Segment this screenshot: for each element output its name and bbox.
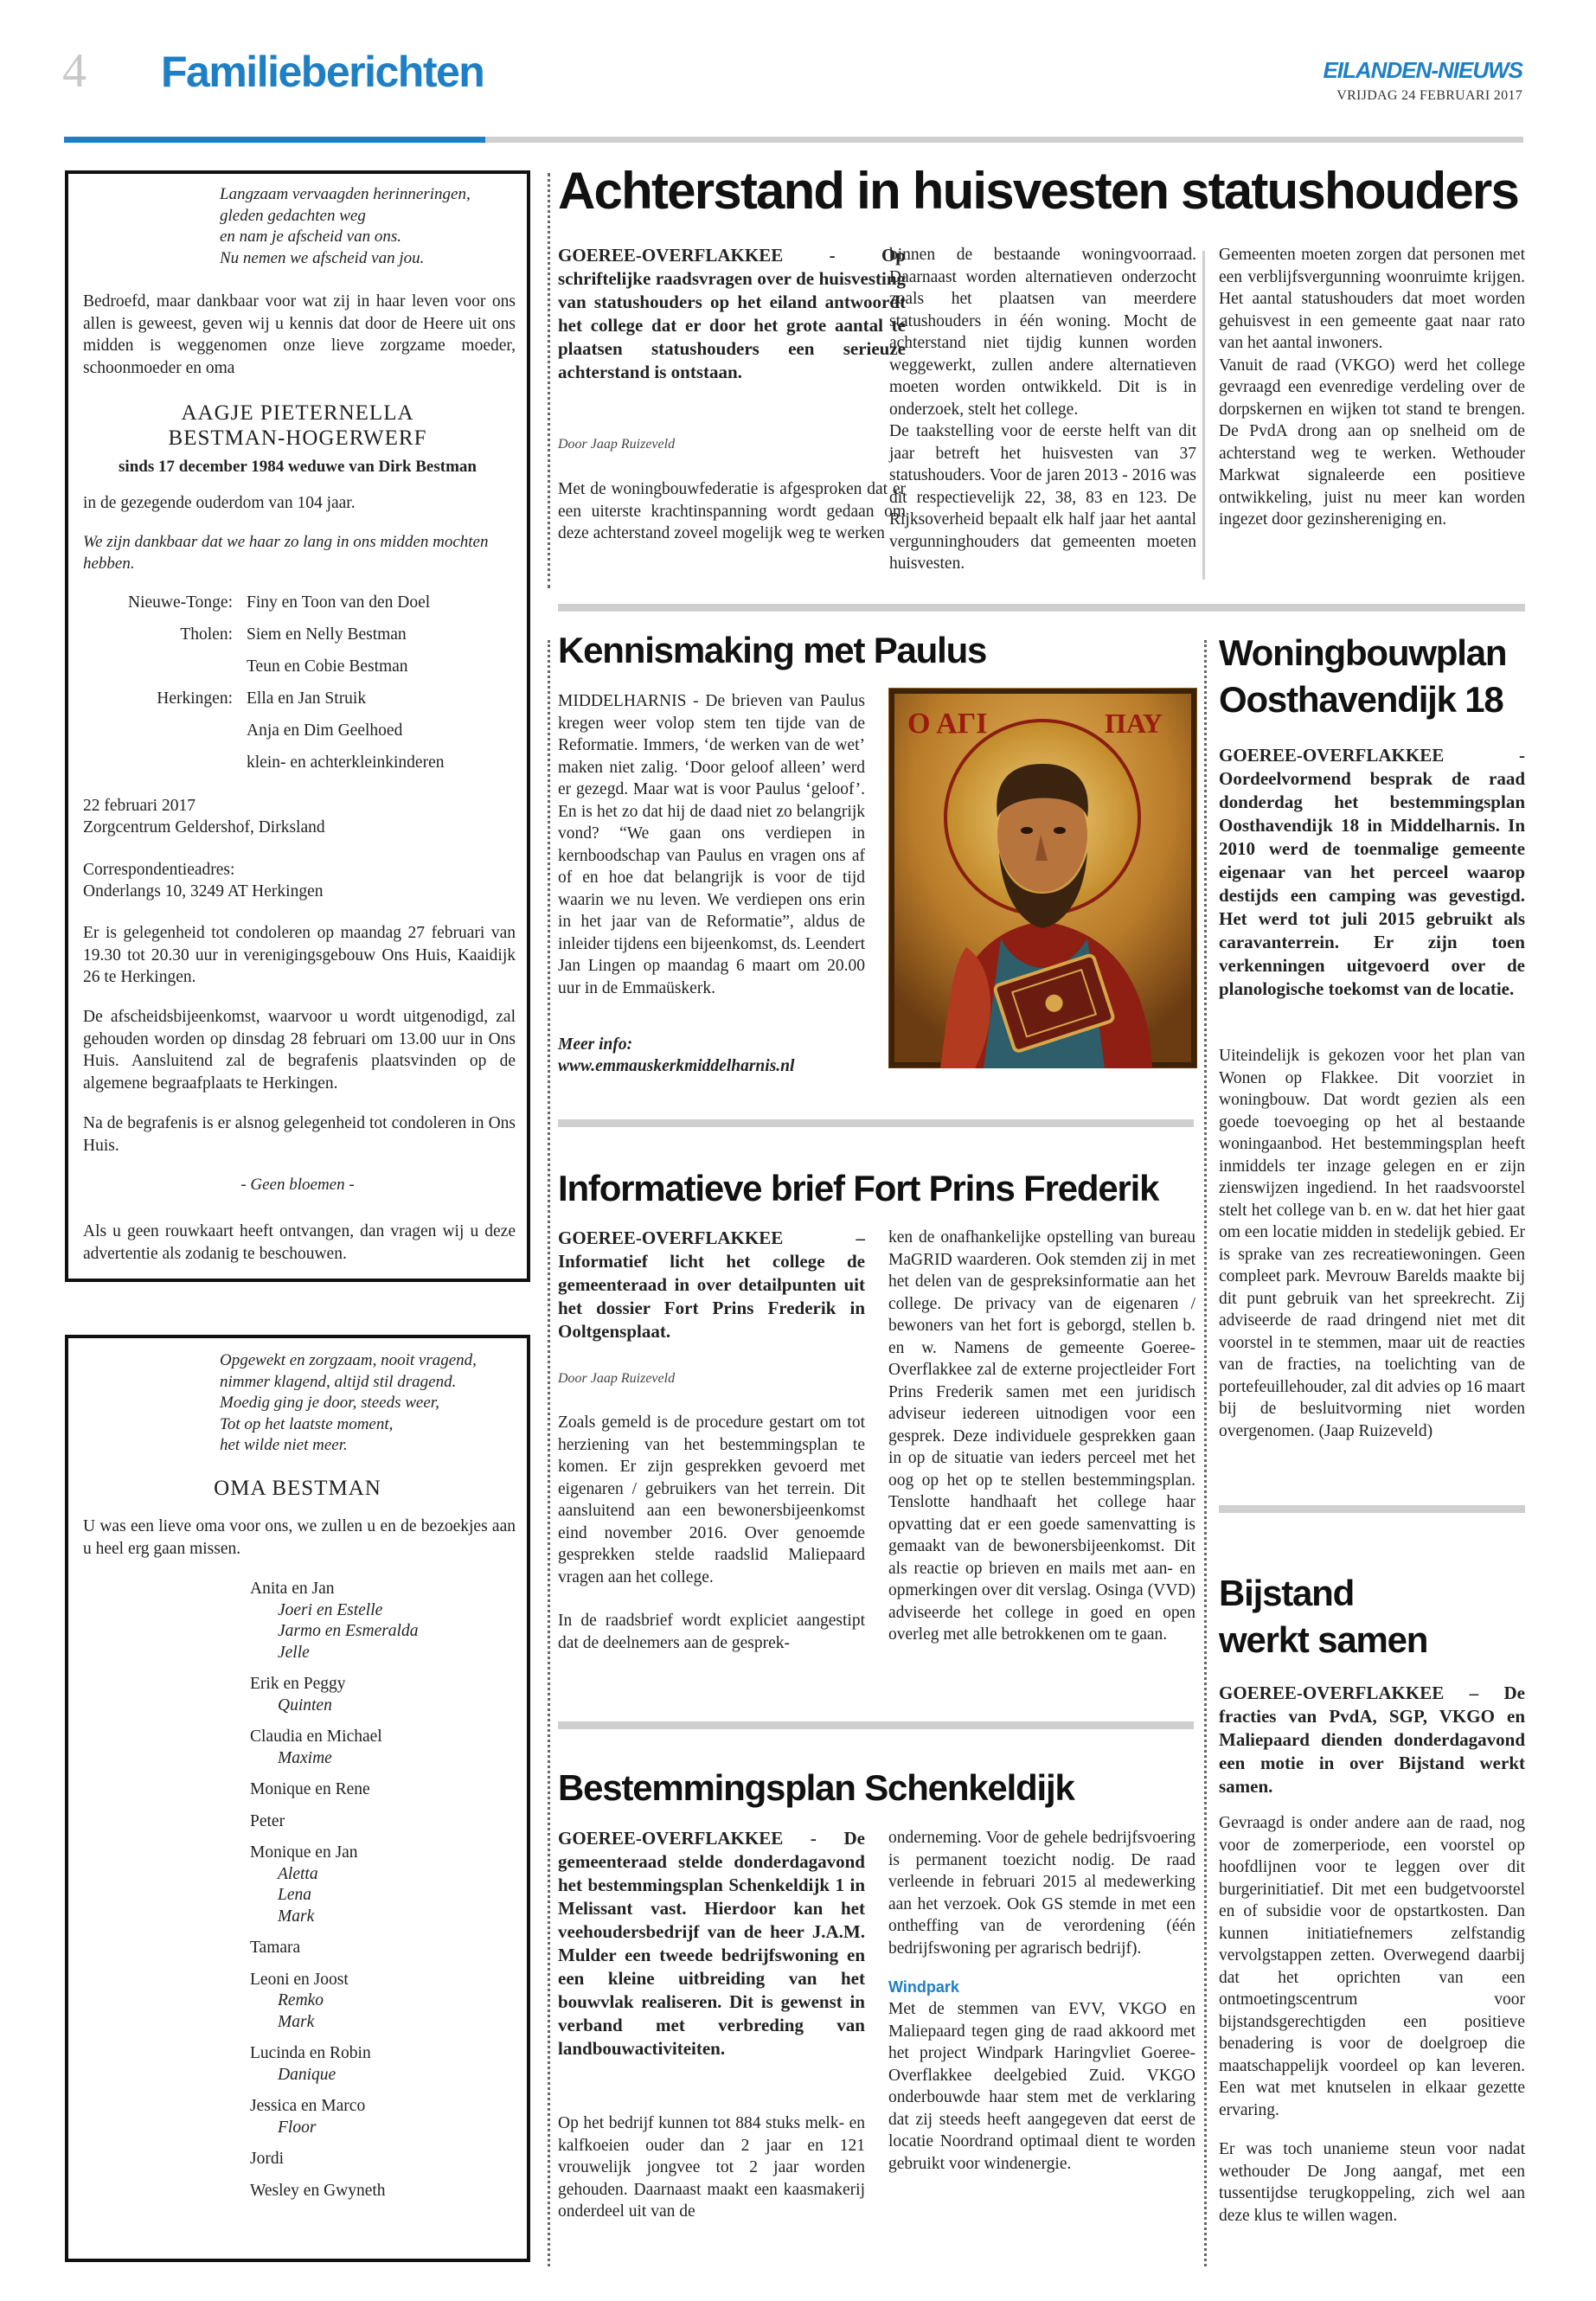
family-place xyxy=(68,657,247,689)
family-group xyxy=(250,2096,527,2138)
header-rule-grey xyxy=(485,137,1523,143)
deceased-name-line1: AAGJE PIETERNELLA xyxy=(181,401,414,425)
family-child: Maxime xyxy=(278,1748,332,1767)
fort-byline: Door Jaap Ruizeveld xyxy=(558,1371,676,1386)
woningbouw-body: Uiteindelijk is gekozen voor het plan van Wonen op Flakkee. Dit voorziet in woningbouw. Dat wordt gezien als een goede toevoeging op het al bestaande woningaanbod. Het bestemmingsplan heeft inmiddels ter inzage gelegen en er zijn zienswijzen ingediend. In het raadsvoorstel stelt het college van b. en w. dat het hier gaat om een locatie midden in stedelijk gebied. Er is sprake van zes recreatiewoningen. Geen compleet park. Mevrouw Barelds maakte bij dit punt gebruik van het spreekrecht. Zij adviseerde de raad dringend niet met dit voorstel in te stemmen, maar uit de reacties van de fracties, na toelichting van de portefeuillehouder, zal dit advies op 16 maart bij de besluitvorming niet worden overgenomen. (Jaap Ruizeveld) xyxy=(1219,1047,1525,1440)
more-info-label: Meer info: xyxy=(558,1035,633,1054)
family-group xyxy=(250,1579,527,1663)
poem-line: en nam je afscheid van ons. xyxy=(220,228,402,246)
article-column xyxy=(889,244,1196,575)
icon-inscription-left: Ο ΑΓΙ xyxy=(907,708,988,740)
family-names: klein- en achterkleinkinderen xyxy=(247,753,445,772)
family-child: Aletta xyxy=(278,1864,318,1883)
condolence-info: Er is gelegenheid tot condoleren op maandag 27 februari van 19.30 tot 20.30 uur in verenigingsgebouw Ons Huis, Kaaidijk 26 te Herkingen. xyxy=(83,924,516,986)
header-rule-blue xyxy=(64,137,485,143)
article-column xyxy=(888,1827,1195,2175)
article-body: Met de woningbouwfederatie is afgesproken dat er een uiterste krachtinspanning wordt gedaan om deze achterstand zoveel mogelijk weg te werken xyxy=(558,480,906,542)
article-body: De taakstelling voor de eerste helft van dit jaar betreft het huisvesten van 37 statushouders. Voor de jaren 2013 - 2016 was dit respectievelijk 22, 38, 83 en 123. De Rijksoverheid bepaalt elk half jaar het aantal vergunninghouders dat gemeenten moeten huisvesten. xyxy=(889,422,1196,573)
family-child: Mark xyxy=(278,1907,315,1926)
family-child: Quinten xyxy=(278,1695,332,1715)
family-child: Joeri en Estelle xyxy=(278,1600,383,1619)
obituary-thanks: We zijn dankbaar dat we haar zo lang in ons midden mochten hebben. xyxy=(83,533,489,573)
title-line: werkt samen xyxy=(1219,1619,1428,1660)
article-title-statushouders: Achterstand in huisvesten statushouders xyxy=(558,162,1519,220)
windpark-subhead: Windpark xyxy=(888,1978,959,1996)
family-parents: Jordi xyxy=(250,2150,284,2168)
death-place: Zorgcentrum Geldershof, Dirksland xyxy=(83,818,325,836)
poem-line: Opgewekt en zorgzaam, nooit vragend, xyxy=(220,1351,477,1369)
family-list xyxy=(68,593,527,785)
column-divider xyxy=(548,173,550,588)
article-title-paulus: Kennismaking met Paulus xyxy=(558,630,987,670)
family-child: Jelle xyxy=(278,1643,310,1662)
article-body: Er was toch unanieme steun voor nadat wethouder De Jong aangaf, met een tussentijdse terugkoppeling, zich wel aan deze klus te willen wagen. xyxy=(1219,2140,1525,2225)
oma-name: OMA BESTMAN xyxy=(214,1477,381,1500)
family-parents: Anita en Jan xyxy=(250,1580,335,1598)
family-group xyxy=(250,1727,527,1769)
poem-line: het wilde niet meer. xyxy=(220,1436,348,1454)
oma-text: U was een lieve oma voor ons, we zullen u en de bezoekjes aan u heel erg gaan missen. xyxy=(83,1517,516,1558)
article-body: Zoals gemeld is de procedure gestart om tot herziening van het bestemmingsplan te komen. Er zijn gesprekken gevoerd met eigenaren / gebruikers van het terrein. Dit aansluitend aan een bewonersbijeenkomst eind november 2016. Over genoemde gesprekken stelde raadslid Maliepaard vragen aan het college. xyxy=(558,1413,865,1586)
family-names: Ella en Jan Struik xyxy=(247,689,367,708)
family-parents: Tamara xyxy=(250,1939,301,1957)
article-body: onderneming. Voor de gehele bedrijfsvoering is permanent toezicht nodig. De raad verleende in februari 2015 al medewerking aan het verzoek. Ook GS stemde in met een ontheffing van de verordening (één bedrijfswoning per agrarisch bedrijf). xyxy=(888,1829,1195,1958)
correspondence-label: Correspondentieadres: xyxy=(83,861,235,879)
family-child: Jarmo en Esmeralda xyxy=(278,1622,419,1640)
section-divider xyxy=(558,1119,1194,1127)
family-group xyxy=(250,1811,527,1833)
family-parents: Jessica en Marco xyxy=(250,2097,366,2115)
family-parents: Claudia en Michael xyxy=(250,1727,382,1746)
article-lead: GOEREE-OVERFLAKKEE - Op schriftelijke raadsvragen over de huisvesting van statushouders op het eiland antwoordt het college dat er door het grote aantal te plaatsen statushouders een serieuze achterstand is ontstaan. xyxy=(558,245,906,382)
poem-line: Tot op het laatste moment, xyxy=(220,1414,394,1433)
family-group xyxy=(250,2181,527,2202)
correspondence-value: Onderlangs 10, 3249 AT Herkingen xyxy=(83,882,324,901)
poem-line: Langzaam vervaagden herinneringen, xyxy=(220,185,471,203)
farewell-info: De afscheidsbijeenkomst, waarvoor u wordt uitgenodigd, zal gehouden worden op dinsdag 28 februari om 13.00 uur in Ons Huis. Aansluitend zal de begrafenis plaatsvinden op de algemene begraafplaats te Herkingen. xyxy=(83,1008,516,1093)
family-group xyxy=(250,1674,527,1716)
family-child: Lena xyxy=(278,1886,311,1904)
family-child: Floor xyxy=(278,2118,317,2137)
deceased-name xyxy=(68,401,527,451)
family-names: Anja en Dim Geelhoed xyxy=(247,721,403,740)
poem-line: gleden gedachten weg xyxy=(220,206,366,225)
article-body: Vanuit de raad (VKGO) werd het college gevraagd een evenredige verdeling over de dorpskernen en wijken tot stand te brengen. De PvdA drong aan op snelheid om de achterstand weg te werken. Wethouder Markwat signaleerde een positieve ontwikkeling, juist nu meer kan worden ingezet door gezinshereniging en. xyxy=(1219,356,1525,529)
obituary-aagje-bestman xyxy=(65,170,530,1282)
family-parents: Leoni en Joost xyxy=(250,1970,349,1989)
article-byline: Door Jaap Ruizeveld xyxy=(558,437,676,452)
column-divider xyxy=(1204,640,1207,2266)
section-divider xyxy=(558,604,1525,612)
paulus-icon-image xyxy=(888,688,1197,1068)
schenkeldijk-body: Op het bedrijf kunnen tot 884 stuks melk- en kalfkoeien ouder dan 2 jaar en 121 vrouwelijk jongvee tot 2 jaar worden gehouden. Daarnaast maakt een kaasmakerij onderdeel uit van de xyxy=(558,2114,865,2221)
article-title-fort: Informatieve brief Fort Prins Frederik xyxy=(558,1168,1159,1208)
page-number: 4 xyxy=(62,44,87,98)
family-parents: Monique en Rene xyxy=(250,1780,370,1798)
family-names: Siem en Nelly Bestman xyxy=(247,625,407,644)
family-child: Danique xyxy=(278,2065,337,2084)
article-body: Gemeenten moeten zorgen dat personen met een verblijfsvergunning woonruimte krijgen. Het aantal statushouders dat moet worden gehuisvest in een gemeente gaat naar rato van het aantal inwoners. xyxy=(1219,246,1525,352)
bijstand-lead: GOEREE-OVERFLAKKEE – De fracties van PvdA, SGP, VKGO en Maliepaard dienden donderdagavond een motie in over Bijstand werkt samen. xyxy=(1219,1682,1525,1797)
column-divider-grey xyxy=(1202,251,1205,580)
woningbouw-lead: GOEREE-OVERFLAKKEE - Oordeelvormend besprak de raad donderdag het bestemmingsplan Oosthavendijk 18 in Middelharnis. In 2010 werd de toenmalige gemeente eigenaar van het perceel waarop destijds een camping was gevestigd. Het werd tot juli 2015 gebruikt als caravanterrein. Er zijn toen verkenningen uitgevoerd over de planologische toekomst van de locatie. xyxy=(1219,745,1525,999)
obituary-poem xyxy=(220,1350,522,1457)
obituary-intro: Bedroefd, maar dankbaar voor wat zij in haar leven voor ons allen is geweest, geven wij u kennis dat door de Heere uit ons midden is weggenomen onze lieve zorgzame moeder, schoonmoeder en oma xyxy=(83,292,516,377)
family-parents: Wesley en Gwyneth xyxy=(250,2181,386,2200)
title-line: Bijstand xyxy=(1219,1573,1355,1613)
family-group xyxy=(250,1938,527,1959)
section-divider xyxy=(1219,1505,1525,1513)
poem-line: Moedig ging je door, steeds weer, xyxy=(220,1394,439,1412)
masthead-logo: EILANDEN-NIEUWS xyxy=(1323,57,1522,83)
article-title-bijstand xyxy=(1219,1570,1427,1663)
family-place: Tholen: xyxy=(180,625,233,644)
grandchildren-list xyxy=(250,1579,527,2202)
widow-since: sinds 17 december 1984 weduwe van Dirk Bestman xyxy=(119,458,477,476)
column-divider xyxy=(548,640,550,2266)
title-line: Oosthavendijk 18 xyxy=(1219,679,1503,720)
date-and-place xyxy=(83,795,325,838)
title-line: Woningbouwplan xyxy=(1219,632,1507,673)
paulus-body: MIDDELHARNIS - De brieven van Paulus kregen weer volop stem ten tijde van de Reformatie. Immers, ‘de werken van de wet’ maken niet zalig. ‘Door geloof alleen’ werd er gezegd. Maar wat is voor Paulus ‘geloof’. En is het zo dat hij de daad niet zo belangrijk vond? “We gaan ons verdiepen in kernboodschap van Paulus en vragen ons af of en hoe dat belangrijk is voor de tijd waarin we nu leven. We verdiepen ons erin in het jaar van de Reformatie”, aldus de inleider tijdens een bijeenkomst, ds. Leendert Jan Lingen op maandag 6 maart om 20.00 uur in de Emmaüskerk. xyxy=(558,692,865,997)
paulus-more-info xyxy=(558,1034,794,1077)
family-place xyxy=(68,753,247,785)
family-names: Finy en Toon van den Doel xyxy=(247,593,431,612)
no-card-notice: Als u geen rouwkaart heeft ontvangen, dan vragen wij u deze advertentie als zodanig te beschouwen. xyxy=(83,1222,516,1263)
family-group xyxy=(250,1843,527,1927)
family-parents: Lucinda en Robin xyxy=(250,2044,371,2062)
poem-line: Nu nemen we afscheid van jou. xyxy=(220,248,425,267)
article-body: Gevraagd is onder andere aan de raad, nog voor de zomerperiode, een voorstel op hoofdlijnen voor te leggen over dit burgerinitiatief. Dit met een budgetvoorstel en of subsidie voor de opstartkosten. Dan kunnen initiatiefnemers zelfstandig vervolgstappen zetten. Overwegend daarbij dat het oprichten van een ontmoetingscentrum voor bijstandsgerechtigden een positieve benadering is voor de doelgroep die maatschappelijk voordeel op kan leveren. Een wat met knutselen in elkaar gezette ervaring. xyxy=(1219,1814,1525,2119)
more-info-link[interactable]: www.emmauskerkmiddelharnis.nl xyxy=(558,1057,795,1075)
fort-body: ken de onafhankelijke opstelling van bureau MaGRID waarderen. Ook stemden zij in met het delen van de gespreksinformatie aan het college. De privacy van de eigenaren / bewoners van het fort is geborgd, stellen b. en w. Namens de gemeente Goeree-Overflakkee zal de externe projectleider Fort Prins Frederik samen met een juridisch adviseur iedereen uitnodigen voor een gesprek. Deze individuele gesprekken gaan in op de situatie van ieders perceel met het oog op het op te stellen bestemmingsplan. Tenslotte handhaaft het college haar opvatting dat er een goede samenvatting is gemaakt van de bewonersbijeenkomst. Dit als reactie op brieven en mails met aan- en opmerkingen over dit verslag. Osinga (VVD) adviseerde het college in goed en open overleg met alle betrokkenen om te gaan. xyxy=(888,1228,1195,1644)
family-group xyxy=(250,2149,527,2170)
family-parents: Erik en Peggy xyxy=(250,1675,346,1693)
family-group xyxy=(250,1970,527,2034)
article-body: In de raadsbrief wordt expliciet aangestipt dat de deelnemers aan de gesprek- xyxy=(558,1612,865,1652)
obituary-age: in de gezegende ouderdom van 104 jaar. xyxy=(83,494,356,512)
section-title: Familieberichten xyxy=(161,48,484,96)
poem-line: nimmer klagend, altijd stil dragend. xyxy=(220,1372,457,1391)
article-column xyxy=(1219,244,1525,531)
family-parents: Monique en Jan xyxy=(250,1843,358,1862)
schenkeldijk-lead: GOEREE-OVERFLAKKEE - De gemeenteraad stelde donderdagavond het bestemmingsplan Schenkeldijk 1 in Melissant vast. Hierdoor kan het veehoudersbedrijf van de heer J.A.M. Mulder een tweede bedrijfswoning en een kleine uitbreiding van het bouwvlak realiseren. Dit is gewenst in verband met verbreding van landbouwactiviteiten. xyxy=(558,1828,865,2059)
family-place xyxy=(68,721,247,753)
fort-lead: GOEREE-OVERFLAKKEE – Informatief licht het college de gemeenteraad in over detailpunten uit het dossier Fort Prins Frederik in Ooltgensplaat. xyxy=(558,1227,865,1342)
deceased-name-line2: BESTMAN-HOGERWERF xyxy=(168,426,427,450)
correspondence-address xyxy=(83,859,323,902)
after-funeral-info: Na de begrafenis is er alsnog gelegenheid tot condoleren in Ons Huis. xyxy=(83,1114,516,1155)
icon-inscription-right: ΠΑΥ xyxy=(1105,708,1163,739)
obituary-poem xyxy=(220,184,522,269)
family-parents: Peter xyxy=(250,1811,285,1830)
article-title-woningbouwplan xyxy=(1219,630,1506,723)
article-column xyxy=(558,1412,865,1654)
issue-date: VRIJDAG 24 FEBRUARI 2017 xyxy=(1336,88,1522,103)
family-child: Remko xyxy=(278,1991,324,2009)
family-place: Herkingen: xyxy=(157,689,233,708)
family-names: Teun en Cobie Bestman xyxy=(247,657,408,676)
section-divider xyxy=(558,1721,1194,1729)
family-place: Nieuwe-Tonge: xyxy=(127,593,233,612)
article-body: Met de stemmen van EVV, VKGO en Maliepaard tegen ging de raad akkoord met het project Windpark Haringvliet Goeree-Overflakkee deelgebied Zuid. VKGO onderbouwde haar stem met de verklaring dat zij steeds heeft aangegeven dat eerst de locatie Noordrand optimaal dient te worden gebruikt voor windenergie. xyxy=(888,2000,1195,2173)
article-title-schenkeldijk: Bestemmingsplan Schenkeldijk xyxy=(558,1767,1074,1808)
death-date: 22 februari 2017 xyxy=(83,797,195,815)
paulus-icon-illustration xyxy=(888,688,1197,1068)
family-group xyxy=(250,1779,527,1801)
obituary-oma-bestman xyxy=(65,1335,530,2262)
family-child: Mark xyxy=(278,2012,315,2031)
article-column xyxy=(1219,1812,1525,2227)
article-body: binnen de bestaande woningvoorraad. Daarnaast worden alternatieven onderzocht zoals het plaatsen van meerdere statushouders in één woning. Mocht de achterstand niet tijdig kunnen worden weggewerkt, zullen andere alternatieven moeten worden ontwikkeld. Dit is in onderzoek, stelt het college. xyxy=(889,246,1196,419)
no-flowers: - Geen bloemen - xyxy=(240,1176,355,1194)
family-group xyxy=(250,2043,527,2086)
